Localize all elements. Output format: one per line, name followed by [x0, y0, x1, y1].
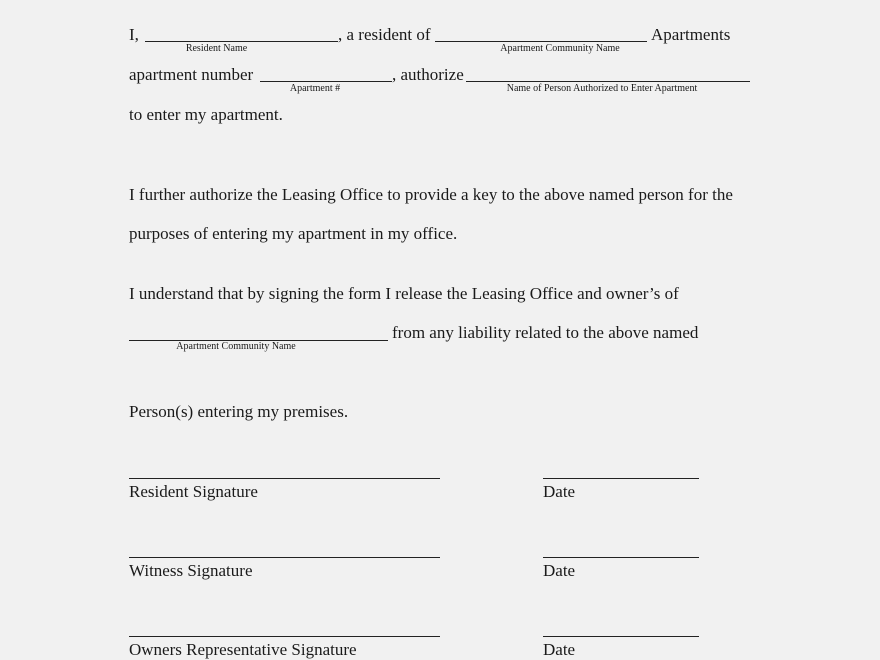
- text-to-enter: to enter my apartment.: [129, 105, 283, 124]
- resident-date-label: Date: [543, 482, 576, 501]
- paragraph3-line2: from any liability related to the above named: [392, 323, 699, 342]
- owners-rep-signature-field[interactable]: [129, 636, 440, 637]
- resident-signature-field[interactable]: [129, 478, 440, 479]
- witness-date-label: Date: [543, 561, 576, 580]
- apartment-number-caption: Apartment #: [289, 83, 341, 94]
- apartment-number-field[interactable]: [260, 81, 392, 82]
- resident-name-caption: Resident Name: [185, 43, 248, 54]
- community-name-caption: Apartment Community Name: [500, 43, 620, 54]
- text-persons-entering: Person(s) entering my premises.: [129, 402, 349, 421]
- text-resident-of: , a resident of: [338, 25, 431, 44]
- authorized-person-field[interactable]: [466, 81, 750, 82]
- text-i: I,: [129, 25, 139, 44]
- witness-signature-field[interactable]: [129, 557, 440, 558]
- text-authorize: , authorize: [392, 65, 464, 84]
- paragraph2-line1: I further authorize the Leasing Office to provide a key to the above named person for the: [129, 185, 733, 204]
- text-apartments: Apartments: [651, 25, 731, 44]
- paragraph2-line2: purposes of entering my apartment in my office.: [129, 224, 458, 243]
- resident-signature-label: Resident Signature: [129, 482, 258, 501]
- resident-date-field[interactable]: [543, 478, 699, 479]
- owners-rep-date-field[interactable]: [543, 636, 699, 637]
- community-name-caption-2: Apartment Community Name: [176, 341, 296, 352]
- witness-signature-label: Witness Signature: [129, 561, 253, 580]
- resident-name-field[interactable]: [145, 41, 338, 42]
- owners-rep-date-label: Date: [543, 640, 576, 659]
- authorized-person-caption: Name of Person Authorized to Enter Apartment: [506, 83, 698, 94]
- witness-date-field[interactable]: [543, 557, 699, 558]
- text-apartment-number: apartment number: [129, 65, 254, 84]
- owners-rep-signature-label: Owners Representative Signature: [129, 640, 357, 659]
- paragraph3-line1: I understand that by signing the form I release the Leasing Office and owner’s of: [129, 284, 679, 303]
- community-name-field[interactable]: [435, 41, 647, 42]
